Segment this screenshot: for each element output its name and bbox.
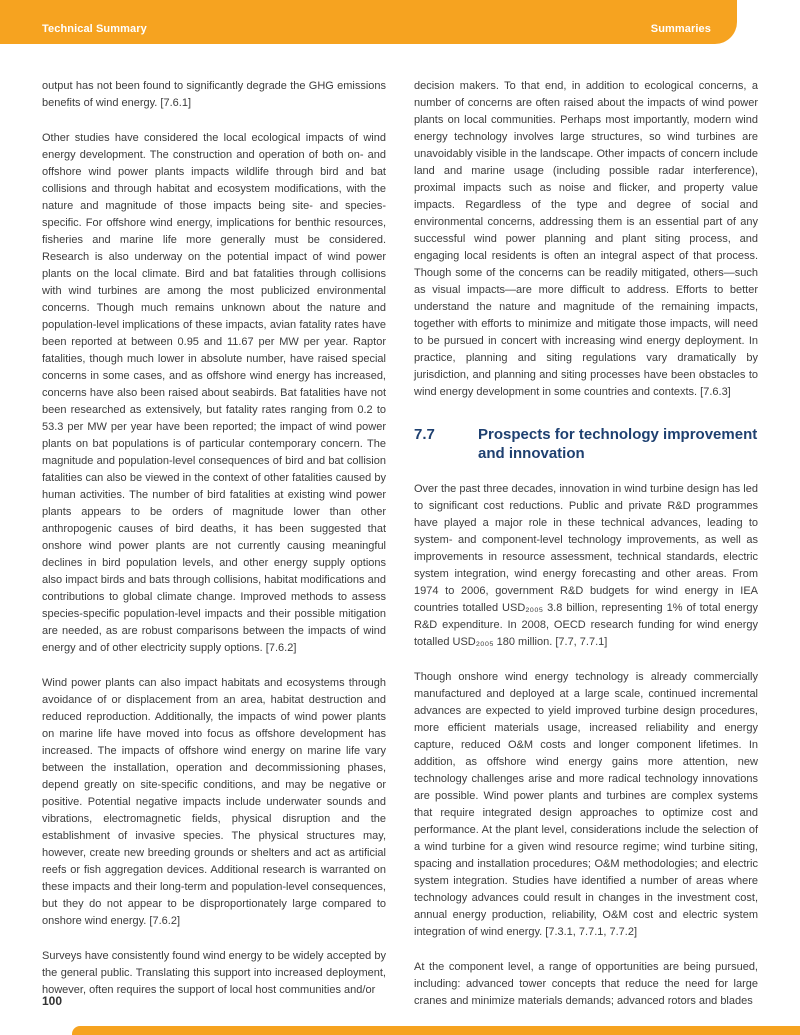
body-paragraph: Surveys have consistently found wind energy to be widely accepted by the general public. Translating this support into increased deployment, however, often requires the support of local host communities and/or — [42, 950, 386, 996]
body-paragraph: At the component level, a range of opportunities are being pursued, including: advanced tower concepts that reduce the need for large cranes and minimize materials demands; advanced rotors and blades — [414, 961, 758, 1007]
body-paragraph: Wind power plants can also impact habitats and ecosystems through avoidance of or displacement from an area, habitat destruction and reduced reproduction. Additionally, the impacts of wind power plants on marine life have moved into focus as offshore development has increased. The impacts of offshore wind energy on marine life vary between the installation, operation and decommissioning phases, depend greatly on site-specific conditions, and may be negative or positive. Potential negative impacts include underwater sounds and vibrations, electromagnetic fields, physical disruption and the establishment of invasive species. The physical structures may, however, create new breeding grounds or shelters and act as artificial reefs or fish aggregation devices. Additional research is warranted on these impacts and their long-term and population-level consequences, but they do not appear to be disproportionately large compared to onshore wind energy. [7.6.2] — [42, 677, 386, 927]
section-title: Prospects for technology improvement and innovation — [478, 426, 758, 462]
right-column — [414, 78, 758, 1028]
header-right-title: Summaries — [650, 23, 711, 35]
body-paragraph: Over the past three decades, innovation in wind turbine design has led to significant cost reductions. Public and private R&D programmes have played a major role in these technical advances, leading to system- and component-level technology improvements, as well as improvements in resource assessment, technical standards, electric system integration, wind energy forecasting and other areas. From 1974 to 2006, government R&D budgets for wind energy in IEA countries totalled USD₂₀₀₅ 3.8 billion, representing 1% of total energy R&D expenditure. In 2008, OECD research funding for wind energy totalled USD₂₀₀₅ 180 million. [7.7, 7.7.1] — [414, 483, 758, 648]
section-heading — [414, 425, 758, 463]
body-paragraph: decision makers. To that end, in addition to ecological concerns, a number of concerns are often raised about the impacts of wind power plants on local communities. Perhaps most importantly, modern wind energy technology involves large structures, so wind turbines are unavoidably visible in the landscape. Other impacts of concern include land and marine usage (including possible radar interference), proximal impacts such as noise and flicker, and property value impacts. Regardless of the type and degree of social and environmental concerns, addressing them is an essential part of any successful wind power planning and plant siting process, and engaging local residents is often an integral aspect of that process. Though some of the concerns can be readily mitigated, others—such as visual impacts—are more difficult to address. Efforts to better understand the nature and magnitude of the remaining impacts, together with efforts to minimize and mitigate those impacts, will need to be pursued in concert with increasing wind energy deployment. In practice, planning and siting regulations vary dramatically by jurisdiction, and planning and siting processes have been obstacles to wind energy development in some countries and contexts. [7.6.3] — [414, 80, 758, 398]
header-left-title: Technical Summary — [42, 23, 147, 35]
section-number: 7.7 — [414, 426, 435, 443]
header-banner — [0, 0, 737, 44]
page-number: 100 — [42, 994, 63, 1008]
body-paragraph: Other studies have considered the local ecological impacts of wind energy development. The construction and operation of both on- and offshore wind power plants impacts wildlife through bird and bat collisions and through habitat and ecosystem modifications, with the nature and magnitude of those impacts being site- and species-specific. For offshore wind energy, implications for benthic resources, fisheries and marine life more generally must be considered. Research is also underway on the potential impact of wind power plants on the local climate. Bird and bat fatalities through collisions with wind turbines are among the most publicized environmental concerns. Though much remains unknown about the nature and population-level implications of these impacts, avian fatality rates have been reported at between 0.95 and 11.67 per MW per year. Raptor fatalities, though much lower in absolute number, have raised special concerns in some cases, and as offshore wind energy has increased, concerns have also been raised about seabirds. Bat fatalities have not been researched as extensively, but fatality rates ranging from 0.2 to 53.3 per MW per year have been reported; the impact of wind power plants on bat populations is of particular contemporary concern. The magnitude and population-level consequences of bird and bat collision fatalities can also be viewed in the context of other fatalities caused by human activities. The number of bird fatalities at existing wind power plants appears to be orders of magnitude lower than other anthropogenic causes of bird deaths, it has been suggested that onshore wind power plants are not currently causing meaningful declines in bird population levels, and other energy supply options also impact birds and bats through collisions, habitat modifications and contributions to global climate change. Improved methods to assess species-specific population-level impacts and their possible mitigation are needed, as are robust comparisons between the impacts of wind energy and of other electricity supply options. [7.6.2] — [42, 132, 386, 654]
footer-accent-bar — [72, 1026, 800, 1035]
body-paragraph: output has not been found to significantly degrade the GHG emissions benefits of wind energy. [7.6.1] — [42, 80, 386, 109]
left-column — [42, 78, 386, 1017]
body-paragraph: Though onshore wind energy technology is already commercially manufactured and deployed at a large scale, continued incremental advances are expected to yield improved turbine design procedures, more efficient materials usage, increased reliability and energy capture, reduced O&M costs and longer component lifetimes. In addition, as offshore wind energy gains more attention, new technology challenges arise and more radical technology innovations are possible. Wind power plants and turbines are complex systems that require integrated design approaches to optimize cost and performance. At the plant level, considerations include the selection of a wind turbine for a given wind resource regime; wind turbine siting, spacing and installation procedures; O&M methodologies; and electric system integration. Studies have identified a number of areas where technology advances could result in changes in the investment cost, annual energy production, reliability, O&M cost and electric system integration of wind energy. [7.3.1, 7.7.1, 7.7.2] — [414, 671, 758, 938]
